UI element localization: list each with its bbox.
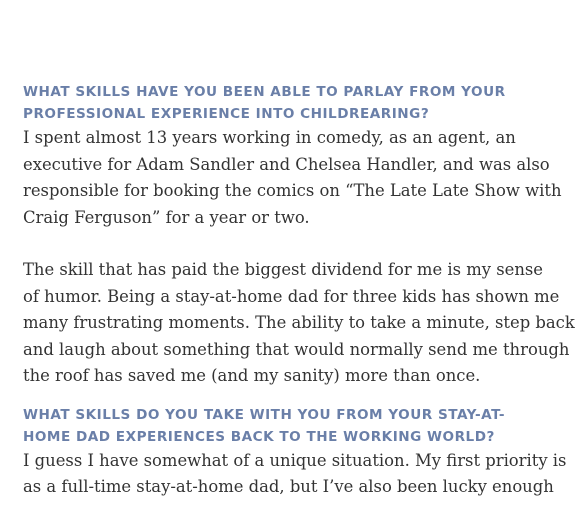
- paragraph-line: I spent almost 13 years working in comedy, as an agent, an: [23, 128, 516, 147]
- answer-paragraph-comedy-career: [23, 125, 583, 231]
- question-line: WHAT SKILLS HAVE YOU BEEN ABLE TO PARLAY FROM YOUR: [23, 84, 506, 100]
- paragraph-line: Craig Ferguson” for a year or two.: [23, 207, 310, 227]
- paragraph-line: as a full-time stay-at-home dad, but I’ve also been lucky enough: [23, 477, 554, 496]
- question-heading-working-world: [23, 404, 583, 448]
- answer-paragraph-unique-situation: [23, 448, 583, 501]
- paragraph-line: I guess I have somewhat of a unique situation. My first priority is: [23, 450, 567, 470]
- question-line: PROFESSIONAL EXPERIENCE INTO CHILDREARING?: [23, 106, 430, 122]
- question-heading-parlay-skills: [23, 81, 583, 125]
- question-line: HOME DAD EXPERIENCES BACK TO THE WORKING WORLD?: [23, 428, 495, 445]
- paragraph-line: the roof has saved me (and my sanity) more than once.: [23, 366, 481, 385]
- answer-paragraph-sense-of-humor: [23, 257, 583, 390]
- paragraph-line: many frustrating moments. The ability to take a minute, step back: [23, 313, 575, 332]
- paragraph-line: responsible for booking the comics on “The Late Late Show with: [23, 181, 562, 200]
- question-line: WHAT SKILLS DO YOU TAKE WITH YOU FROM YOUR STAY-AT-: [23, 406, 506, 423]
- paragraph-line: of humor. Being a stay-at-home dad for three kids has shown me: [23, 286, 560, 306]
- paragraph-line: executive for Adam Sandler and Chelsea Handler, and was also: [23, 154, 550, 174]
- article-body: [23, 81, 583, 501]
- paragraph-line: The skill that has paid the biggest dividend for me is my sense: [23, 260, 544, 279]
- paragraph-line: and laugh about something that would normally send me through: [23, 339, 570, 359]
